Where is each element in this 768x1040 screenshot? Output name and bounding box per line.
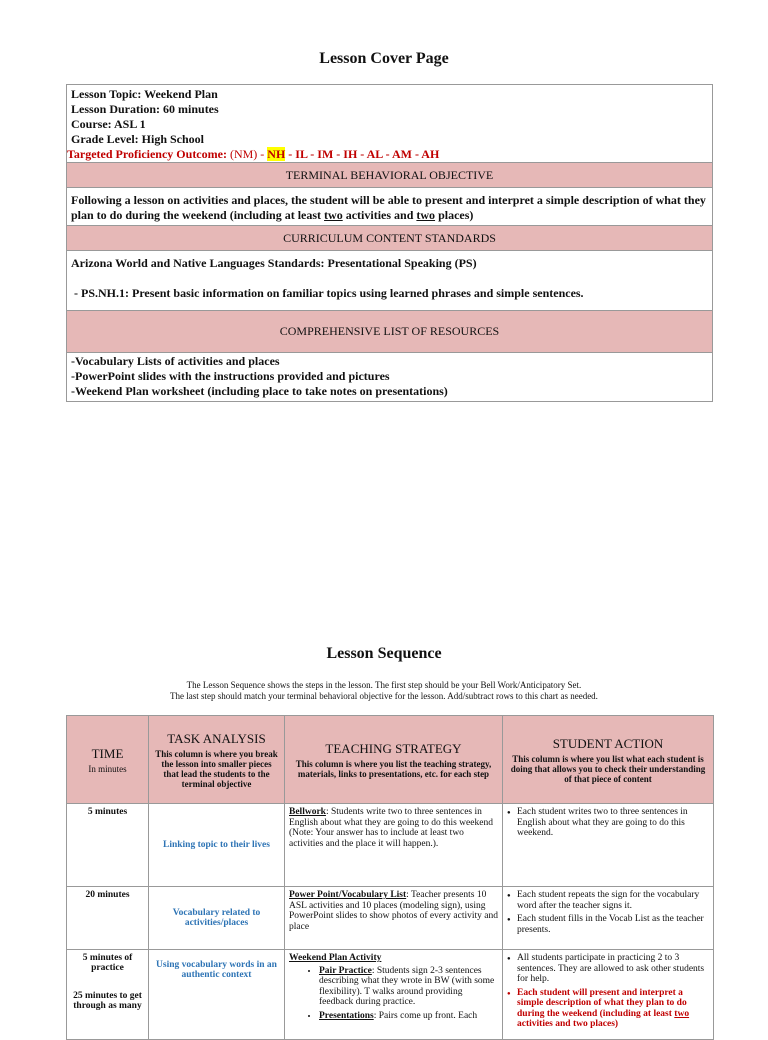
row-task: Using vocabulary words in an authentic context [149, 950, 285, 1040]
table-header-row [67, 716, 714, 804]
header-teaching-strategy: TEACHING STRATEGY This column is where you list the teaching strategy, materials, links to presentations, etc. for each step [285, 716, 503, 804]
tbo-text: Following a lesson on activities and places, the student will be able to present and interpret a simple description of what they plan to do during the weekend (including at least two activities and two places) [67, 188, 712, 226]
lesson-sequence-table [66, 715, 714, 1040]
table-row [67, 887, 714, 950]
action-item: ● Each student repeats the sign for the vocabulary word after the teacher signs it. [515, 890, 709, 911]
row-action [503, 950, 714, 1040]
row-strategy: Power Point/Vocabulary List: Teacher presents 10 ASL activities and 10 places (modeling sign), using PowerPoint slides to show photos of every activity and place [285, 887, 503, 950]
resources-list [67, 353, 712, 401]
strategy-bullet: • Pair Practice: Students sign 2-3 sentences describing what they wrote in BW (with some flexibility). T walks around providing feedback during practice. [319, 966, 498, 1008]
proficiency-nm: (NM) - [229, 147, 265, 161]
lesson-course: Course: ASL 1 [71, 117, 146, 131]
proficiency-label: Targeted Proficiency Outcome: [67, 147, 227, 161]
lesson-grade: Grade Level: High School [71, 132, 204, 146]
table-row [67, 804, 714, 887]
cover-page-title: Lesson Cover Page [319, 50, 449, 67]
lesson-cover-table [66, 84, 713, 402]
ccs-header: CURRICULUM CONTENT STANDARDS [67, 226, 712, 251]
resources-header: COMPREHENSIVE LIST OF RESOURCES [67, 311, 712, 353]
row-time: 5 minutes [67, 804, 149, 887]
tbo-header: TERMINAL BEHAVIORAL OBJECTIVE [67, 163, 712, 188]
sequence-page-title: Lesson Sequence [326, 645, 442, 662]
ccs-line-2: - PS.NH.1: Present basic information on familiar topics using learned phrases and simple sentences. [71, 286, 584, 300]
row-time: 5 minutes of practice 25 minutes to get through as many [67, 950, 149, 1040]
header-student-action: STUDENT ACTION This column is where you list what each student is doing that allows you to check their understanding of that piece of content [503, 716, 714, 804]
action-item-objective: ● Each student will present and interpret a simple description of what they plan to do during the weekend (including at least two activities and two places) [515, 988, 709, 1030]
resource-item: -PowerPoint slides with the instructions provided and pictures [71, 369, 390, 383]
lesson-info-block [67, 85, 712, 163]
row-action [503, 887, 714, 950]
strategy-bullet: • Presentations: Pairs come up front. Each [319, 1011, 498, 1022]
row-task: Linking topic to their lives [149, 804, 285, 887]
lesson-topic: Lesson Topic: Weekend Plan [71, 87, 218, 101]
proficiency-outcome [67, 147, 708, 162]
header-task-analysis: TASK ANALYSIS This column is where you break the lesson into smaller pieces that lead the students to the terminal objective [149, 716, 285, 804]
table-row [67, 950, 714, 1040]
row-time: 20 minutes [67, 887, 149, 950]
proficiency-nh-highlight: NH [267, 147, 286, 161]
ccs-text [67, 251, 712, 311]
row-strategy: Bellwork: Students write two to three sentences in English about what they are going to do this weekend (Note: Your answer has to include at least two activities and the place it will happen.). [285, 804, 503, 887]
action-item: ● All students participate in practicing 2 to 3 sentences. They are allowed to ask other students for help. [515, 953, 709, 985]
ccs-line-1: Arizona World and Native Languages Standards: Presentational Speaking (PS) [71, 256, 477, 270]
row-task: Vocabulary related to activities/places [149, 887, 285, 950]
sequence-intro [0, 680, 768, 702]
sequence-intro-line-2: The last step should match your terminal behavioral objective for the lesson. Add/subtract rows to this chart as needed. [170, 691, 598, 701]
header-time: TIME In minutes [67, 716, 149, 804]
lesson-duration: Lesson Duration: 60 minutes [71, 102, 219, 116]
sequence-intro-line-1: The Lesson Sequence shows the steps in the lesson. The first step should be your Bell Work/Anticipatory Set. [186, 680, 582, 690]
resource-item: -Weekend Plan worksheet (including place to take notes on presentations) [71, 384, 448, 398]
action-item: ● Each student fills in the Vocab List as the teacher presents. [515, 914, 709, 935]
proficiency-levels: - IL - IM - IH - AL - AM - AH [288, 147, 440, 161]
resource-item: -Vocabulary Lists of activities and places [71, 354, 280, 368]
row-action [503, 804, 714, 887]
row-strategy: Weekend Plan Activity • Pair Practice: Students sign 2-3 sentences describing what they wrote in BW (with some flexibility). T walks around providing feedback during practice. • Presentations: Pairs come up front. Each [285, 950, 503, 1040]
action-item: ● Each student writes two to three sentences in English about what they are going to do this weekend. [515, 807, 709, 839]
